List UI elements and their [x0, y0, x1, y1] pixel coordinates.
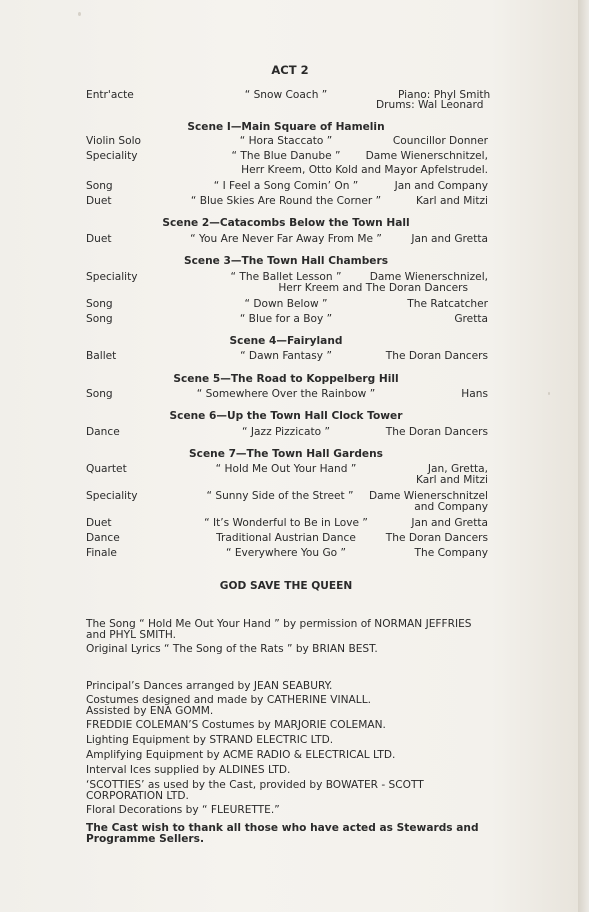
item-title: “ Down Below ”: [244, 298, 328, 310]
scene-heading: Scene 4—Fairyland: [229, 335, 343, 347]
thanks-line: The Cast wish to thank all those who have acted as Stewards and: [86, 822, 479, 834]
item-title: “ Blue for a Boy ”: [239, 313, 333, 325]
item-credit: Jan and Gretta: [411, 517, 488, 529]
permission-line: and PHYL SMITH.: [86, 629, 177, 641]
item-label: Duet: [86, 517, 112, 529]
item-title: “ Dawn Fantasy ”: [240, 350, 332, 362]
entracte-title: “ Snow Coach ”: [244, 89, 328, 101]
item-credit: Dame Wienerschnitzel: [368, 490, 488, 502]
entracte-credit-2: Drums: Wal Leonard: [376, 99, 484, 111]
item-credit: Jan and Gretta: [411, 233, 488, 245]
item-label: Quartet: [86, 463, 127, 475]
permission-line: The Song “ Hold Me Out Your Hand ” by permission of NORMAN JEFFRIES: [86, 618, 472, 630]
item-label: Speciality: [86, 150, 138, 162]
item-label: Song: [86, 388, 113, 400]
credit-line: Amplifying Equipment by ACME RADIO & ELECTRICAL LTD.: [86, 749, 396, 761]
scene-heading: Scene 6—Up the Town Hall Clock Tower: [169, 410, 403, 422]
entracte-credit: Piano: Phyl Smith: [398, 89, 491, 101]
scene-heading: Scene 5—The Road to Koppelberg Hill: [173, 373, 399, 385]
thanks-line: Programme Sellers.: [86, 833, 204, 845]
item-label: Dance: [86, 426, 120, 438]
item-label: Speciality: [86, 271, 138, 283]
item-title: “ Jazz Pizzicato ”: [242, 426, 330, 438]
item-credit-2: and Company: [414, 501, 488, 513]
item-credit: Gretta: [454, 313, 488, 325]
item-credit: Dame Wienerschnitzel,: [365, 150, 488, 162]
item-credit: Councillor Donner: [392, 135, 488, 147]
item-title: “ Everywhere You Go ”: [225, 547, 347, 559]
credit-line: CORPORATION LTD.: [86, 790, 189, 802]
paper-mark: [78, 12, 81, 16]
item-title: “ The Ballet Lesson ”: [230, 271, 342, 283]
credit-line: Assisted by ENA GOMM.: [86, 705, 214, 717]
item-title: “ You Are Never Far Away From Me ”: [190, 233, 382, 245]
item-title: “ Hold Me Out Your Hand ”: [215, 463, 357, 475]
item-credit-2: Herr Kreem, Otto Kold and Mayor Apfelstrudel.: [241, 164, 488, 176]
item-title: “ Somewhere Over the Rainbow ”: [196, 388, 376, 400]
item-credit-2: Karl and Mitzi: [416, 474, 488, 486]
item-credit: The Doran Dancers: [385, 532, 488, 544]
credit-line: Floral Decorations by “ FLEURETTE.”: [86, 804, 280, 816]
item-credit: Dame Wienerschnizel,: [369, 271, 488, 283]
item-label: Dance: [86, 532, 120, 544]
item-credit: Jan and Company: [394, 180, 488, 192]
credit-line: Interval Ices supplied by ALDINES LTD.: [86, 764, 291, 776]
anthem: GOD SAVE THE QUEEN: [219, 580, 353, 592]
item-credit: Karl and Mitzi: [416, 195, 488, 207]
item-credit: Jan, Gretta,: [427, 463, 488, 475]
item-credit: Hans: [461, 388, 488, 400]
item-label: Song: [86, 313, 113, 325]
credit-line: ‘SCOTTIES’ as used by the Cast, provided by BOWATER - SCOTT: [86, 779, 424, 791]
item-title: “ Hora Staccato ”: [239, 135, 333, 147]
item-title: “ I Feel a Song Comin’ On ”: [213, 180, 359, 192]
item-label: Ballet: [86, 350, 117, 362]
item-credit: The Ratcatcher: [407, 298, 488, 310]
credit-line: Principal’s Dances arranged by JEAN SEABURY.: [86, 680, 333, 692]
item-credit: The Doran Dancers: [385, 426, 488, 438]
permission-line: Original Lyrics “ The Song of the Rats ” by BRIAN BEST.: [86, 643, 378, 655]
paper-mark: [548, 392, 550, 395]
item-title: Traditional Austrian Dance: [216, 532, 356, 544]
entracte-label: Entr'acte: [86, 89, 134, 101]
item-label: Song: [86, 180, 113, 192]
item-title: “ It’s Wonderful to Be in Love ”: [204, 517, 368, 529]
act-heading: ACT 2: [271, 63, 309, 77]
item-label: Duet: [86, 233, 112, 245]
item-credit: The Company: [414, 547, 488, 559]
scene-heading: Scene I—Main Square of Hamelin: [187, 121, 385, 133]
item-title: “ Blue Skies Are Round the Corner ”: [190, 195, 382, 207]
item-credit: The Doran Dancers: [385, 350, 488, 362]
credit-line: Lighting Equipment by STRAND ELECTRIC LTD.: [86, 734, 334, 746]
item-credit-2: Herr Kreem and The Doran Dancers: [278, 282, 468, 294]
credit-line: FREDDIE COLEMAN’S Costumes by MARJORIE COLEMAN.: [86, 719, 386, 731]
credit-line: Costumes designed and made by CATHERINE VINALL.: [86, 694, 371, 706]
item-label: Finale: [86, 547, 117, 559]
item-label: Violin Solo: [86, 135, 142, 147]
item-label: Duet: [86, 195, 112, 207]
scene-heading: Scene 2—Catacombs Below the Town Hall: [162, 217, 410, 229]
page-edge: [578, 0, 589, 912]
item-title: “ The Blue Danube ”: [231, 150, 341, 162]
item-label: Song: [86, 298, 113, 310]
item-title: “ Sunny Side of the Street ”: [206, 490, 354, 502]
item-label: Speciality: [86, 490, 138, 502]
scene-heading: Scene 7—The Town Hall Gardens: [189, 448, 383, 460]
scene-heading: Scene 3—The Town Hall Chambers: [184, 255, 388, 267]
